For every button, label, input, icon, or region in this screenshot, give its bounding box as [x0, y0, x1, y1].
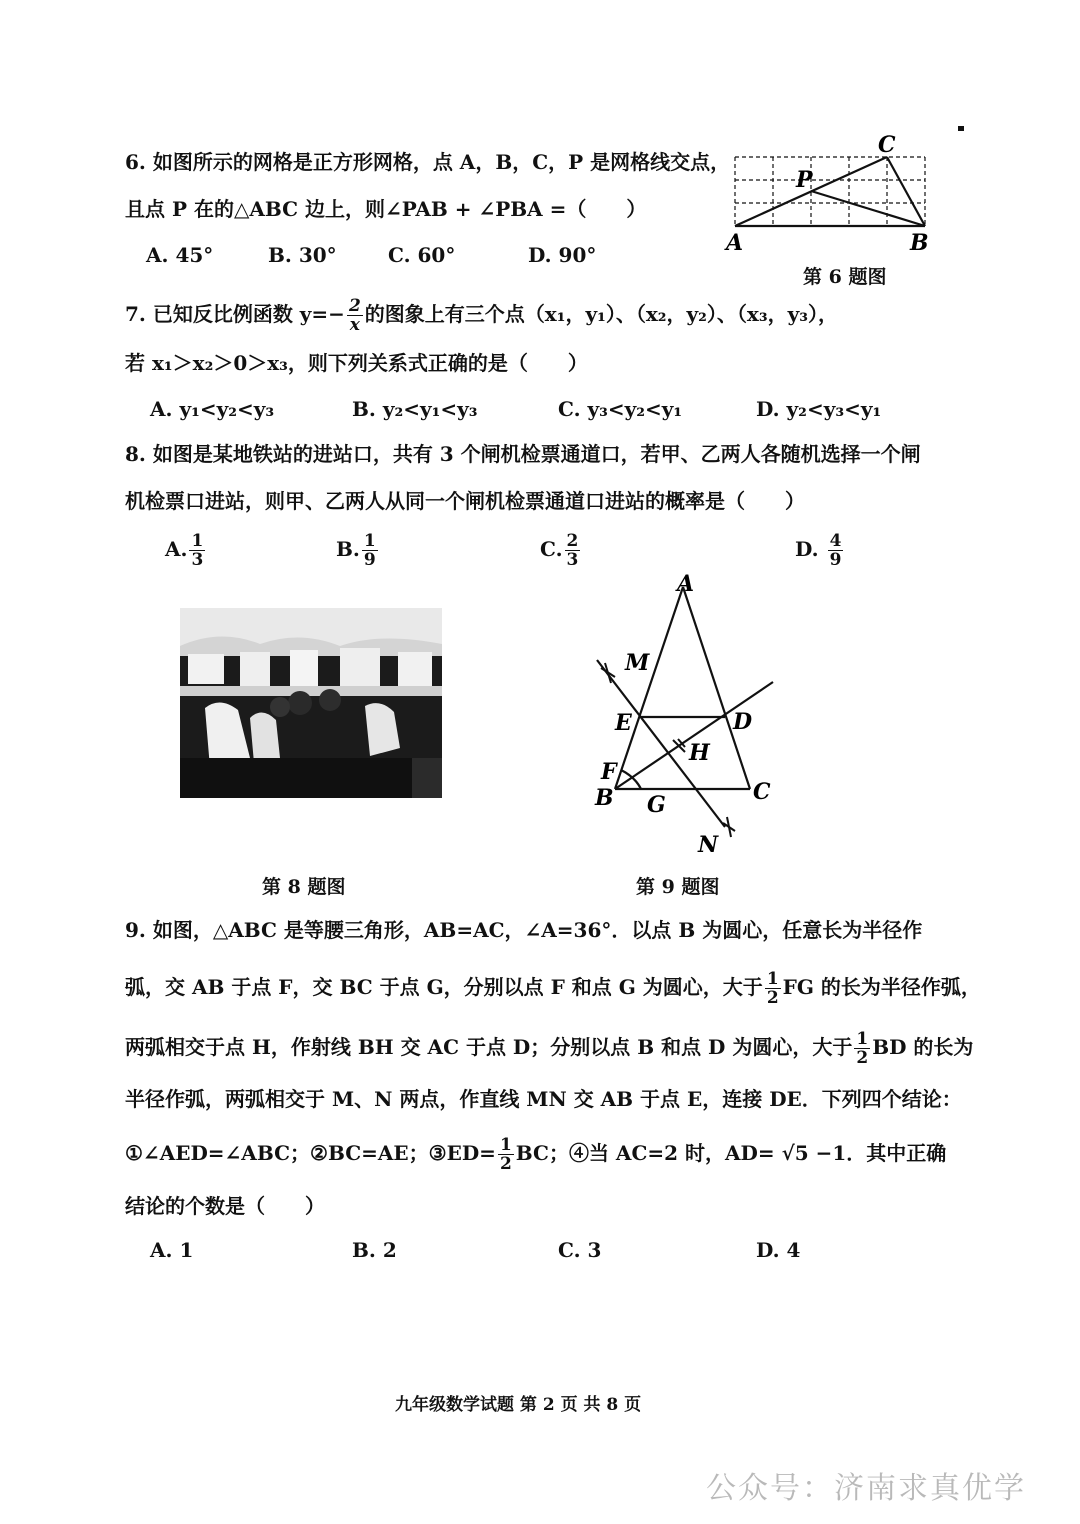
q9-label-g: G: [647, 792, 666, 818]
q6-label-b: B: [910, 230, 929, 256]
q7-frac-den: x: [349, 315, 360, 335]
q9-option-d: D. 4: [756, 1238, 801, 1262]
q8-option-d: D. $\frac{4}{9}$: [795, 531, 842, 570]
q6-line2: 且点 P 在的△ABC 边上，则∠PAB + ∠PBA =（ ）: [125, 197, 647, 221]
q9-line2: 弧，交 AB 于点 F，交 BC 于点 G，分别以点 F 和点 G 为圆心，大于 $\frac{1}{2}$ FG 的长为半径作弧，: [125, 969, 981, 1008]
q9-label-b: B: [595, 785, 614, 811]
q8-line2: 机检票口进站，则甲、乙两人从同一个闸机检票通道口进站的概率是（ ）: [125, 489, 805, 513]
q9-label-c: C: [753, 779, 771, 805]
q6-option-c: C. 60°: [388, 243, 456, 267]
q9-label-h: H: [689, 740, 710, 766]
q7-frac-num: 2: [348, 296, 361, 316]
q9-line3: 两弧相交于点 H，作射线 BH 交 AC 于点 D；分别以点 B 和点 D 为圆心，大于 $\frac{1}{2}$ BD 的长为: [125, 1029, 974, 1068]
q7-option-a: A. y₁<y₂<y₃: [150, 397, 275, 421]
q6-label-c: C: [878, 132, 896, 158]
q9-label-a: A: [677, 571, 695, 597]
q7-option-c: C. y₃<y₂<y₁: [558, 397, 683, 421]
q6-option-b: B. 30°: [268, 243, 337, 267]
q6-option-d: D. 90°: [528, 243, 597, 267]
q9-label-d: D: [733, 709, 753, 735]
q9-label-n: N: [698, 832, 719, 858]
q9-line1: 9. 如图，△ABC 是等腰三角形，AB=AC，∠A=36°．以点 B 为圆心，任意长为半径作: [125, 918, 923, 942]
q9-option-c: C. 3: [558, 1238, 602, 1262]
q7-option-b: B. y₂<y₁<y₃: [352, 397, 478, 421]
q9-label-e: E: [615, 710, 632, 736]
q9-triangle-figure: [585, 565, 790, 865]
q7-line2: 若 x₁＞x₂＞0＞x₃，则下列关系式正确的是（ ）: [125, 351, 588, 375]
q8-figure-caption: 第 8 题图: [262, 876, 346, 898]
page-footer: 九年级数学试题 第 2 页 共 8 页: [395, 1395, 642, 1415]
q7-line1-post: 的图象上有三个点（x₁，y₁）、（x₂，y₂）、（x₃，y₃），: [364, 302, 838, 326]
scan-mark: [958, 126, 964, 131]
q9-line5: ①∠AED=∠ABC；②BC=AE；③ED= $\frac{1}{2}$ BC；④当 AC=2 时，AD= √5 −1．其中正确: [125, 1135, 947, 1174]
q6-label-p: P: [796, 167, 813, 193]
q7-line1-pre: 7. 已知反比例函数 y=−: [125, 302, 345, 326]
q8-subway-gate-photo: [180, 608, 442, 798]
watermark: 公众号：济南求真优学: [706, 1471, 1026, 1506]
q9-line4: 半径作弧，两弧相交于 M、N 两点，作直线 MN 交 AB 于点 E，连接 DE．下列四个结论：: [125, 1087, 962, 1111]
q9-label-f: F: [601, 759, 617, 785]
q6-figure-caption: 第 6 题图: [803, 266, 887, 288]
q9-line6: 结论的个数是（ ）: [125, 1194, 325, 1218]
q6-label-a: A: [726, 230, 744, 256]
q6-option-a: A. 45°: [146, 243, 214, 267]
q9-label-m: M: [625, 650, 650, 676]
q7-line1: [125, 297, 838, 334]
q9-option-b: B. 2: [352, 1238, 397, 1262]
q7-fraction: [347, 297, 363, 334]
q8-option-a: A. $\frac{1}{3}$: [165, 531, 204, 570]
q9-option-a: A. 1: [150, 1238, 194, 1262]
q6-grid-figure: [720, 130, 950, 260]
q8-photo-art: [180, 608, 442, 798]
q8-option-c: C. $\frac{2}{3}$: [540, 531, 579, 570]
q7-option-d: D. y₂<y₃<y₁: [756, 397, 882, 421]
q8-option-b: B. $\frac{1}{9}$: [336, 531, 376, 570]
q9-figure-caption: 第 9 题图: [636, 876, 720, 898]
q8-line1: 8. 如图是某地铁站的进站口，共有 3 个闸机检票通道口，若甲、乙两人各随机选择一个闸: [125, 442, 921, 466]
q6-line1: 6. 如图所示的网格是正方形网格，点 A，B，C，P 是网格线交点，: [125, 150, 731, 174]
